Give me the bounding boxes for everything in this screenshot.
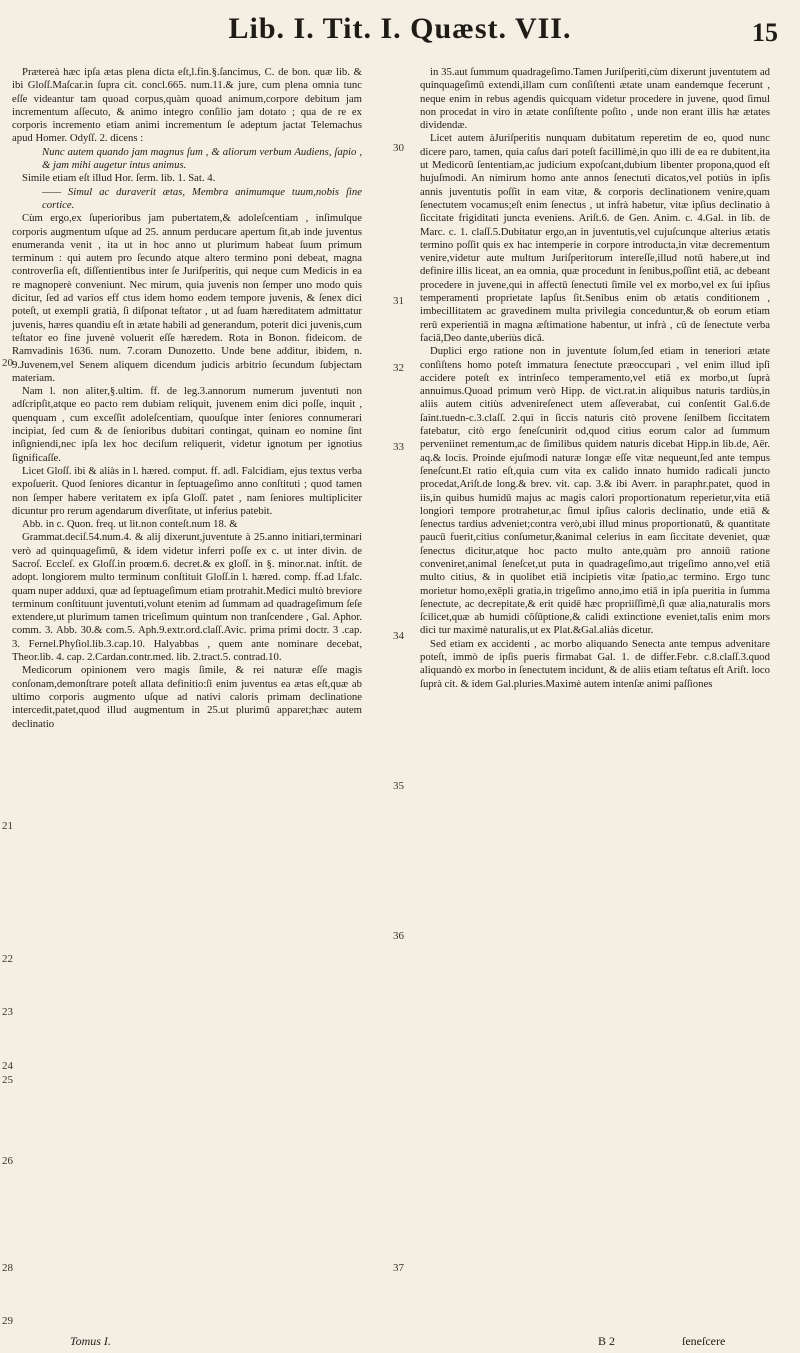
- margin-number: 35: [393, 780, 404, 792]
- paragraph: Licet autem àJuriſperitis nunquam dubitatum reperetim de eo, quod nunc dicere paro, tamen, quia caſus dari poteſt facillimè,in quo illi de ea re dubitent,ita ut Medicorū ſententiam,ac judicium expoſcant,dubium libenter propona,quod eſt hujuſmodi. An nimirum homo ante annos ſenectuti dicatos,vel potiùs in ipſis annis juventutis poſſit in eam vitæ, & corporis declinationem venire,quam ſenectutem vocamus;eſt enim ſenectus , ut infrà habetur, vitæ ipſius declinatio à ſiccitate frigiditati juncta eveniens. Ariſt.6. de Gen. Anim. c. 4.Gal. in lib. de Marc. c. 1. claſſ.5.Dubitatur ergo,an in juventutis,vel cujuſcunque alterius ætatis termino poſſit quis ex hac intemperie in corpore introducta,in vitæ decrementum venire,videtur aute multum Juriſperitorum intereſſe,illud notū habere,ut ind definire illis liceat, an ea omnia, quæ procedunt in ſenibus,poſſint etiā, ac debeant procedere in juvene,qui in affectū ſenectuti ſimile vel ex morbo,vel ex ſui ipſius temperamenti proprietate lapſus ſit.Senibus enim ob ætatis conditionem , imbecillitatem ac gravedinem multa privilegia conceduntur,& ob eorum etiam rerū experientiā in magna æſtimatione habentur, ut infrà , cū de ſenectute verba faciā,Deo dante,uberiùs dicā.: [420, 132, 770, 344]
- margin-number: 30: [393, 142, 404, 154]
- verse-quote: —— Simul ac duraverit ætas, Membra animumque tuum,nobis ſine cortice.: [42, 185, 362, 211]
- margin-number: 32: [393, 362, 404, 374]
- paragraph: Prætereà hæc ipſa ætas plena dicta eſt,l.fin.§.ſancimus, C. de bon. quæ lib. & ibi Gloſſ.Maſcar.in ſupra cit. concl.665. num.11.& jure, cum plena omnia tunc eſſe videantur tam quoad corpus,quàm quoad animum,corpore debitum jam incrementum aſſecuto, & animo integro conſilio jam dotato ; qua de re ex corporis incremento etiam animi incrementum ſe adeptum jactat Telemachus apud Homer. Odyſſ. 2. dicens :: [12, 66, 362, 145]
- right-column: [420, 66, 770, 691]
- margin-number: 20: [2, 357, 13, 369]
- margin-number: 31: [393, 295, 404, 307]
- paragraph: Simile etiam eſt illud Hor. ſerm. lib. 1. Sat. 4.: [22, 172, 216, 185]
- margin-number: 34: [393, 630, 404, 642]
- margin-number: 37: [393, 1262, 404, 1274]
- running-header: [0, 12, 800, 60]
- paragraph: Abb. in c. Quon. freq. ut lit.non conteſt.num 18. &: [22, 518, 238, 531]
- margin-number: 23: [2, 1006, 13, 1018]
- paragraph: in 35.aut ſummum quadrageſimo.Tamen Juriſperiti,cùm dixerunt juventutem ad quinquageſimū extendi,illam cum conſiſtenti ætate unam eandemque fecerunt , neque enim in rebus agendis quicquam videtur procedere in juvene, quod ſimul non procedat in viro in ætate conſiſtente poſito , unde non erant illis hæ ætates dividendæ.: [420, 66, 770, 132]
- paragraph: Duplici ergo ratione non in juventute ſolum,ſed etiam in teneriori ætate conſiſtens homo poteſt immatura ſenectute præoccupari , vel enim illud ipſi accidere poteſt ex intrinſeco temperamento,vel etiā ex morbo,ut ſuprà annuimus.Quoad primum verò Hipp. de vict.rat.in aliquibus naturis tardiùs,in aliis autem citiùs advenireſenect utem aſſeverabat, cui conſentit Gal.6.de ſaint.tuedn-c.3.claſſ. 2.qui in ſiccis naturis citò provene ſenilbem ſiccitatem fatebatur, citò ergo ſeneſcunirit od,quod citius eorum calor ad ſummum perveniinet rementum,ac de ſimilibus quidem naturis dicebat Hipp.in lib.de, Aër. aq.& locis. Proinde ejuſmodi naturæ longæ eſſe vitæ nequeunt,ſed ante tempus ſeneſcunt.Et ratio eſt,quia cum vita ex calido innato humido radicali juncto procedat,Ariſt.de long.& brev. vit. cap. 3.& ibi Averr. in paraphr.patet, quod in iis,in quibus humidū majus ac magis calori proportionatum reperietur,vita etiā longiori tempore protrahetur,ac ſimul ipſius caloris declinatio, unde etiā & ſenectus tardius adveniet;contra verò,ubi illud minus proportionatū, & quantitate paucū fuerit,citius conſumetur,&animal celerius in eam ſiccitate deveniet, quæ ſenectus dicitur,atque hoc pacto multo ante,quàm pro annoiū ratione conveniret,animal ſeneſcet,ut puta in quadrageſimo,aut trigeſimo anno,vel etiā multo citius, & in quolibet etiā incipietis vitæ ſpatio,ac termino. Ergo tunc morietur homo,exēpli gratia,in trigeſimo anno,imo etiā in ipſa pueritia in ſumma ſenectute, ac decrepitate,& erit quidē hæc propriiſſimè,ſi quæ alia,naturalis mors ſcilicet,quæ ab humidi cōſūptione,& calidi extinctione eveniet,talis enim mors dici tur maximè naturalis,ut ex Plat.&Gal.aliàs dicetur.: [420, 345, 770, 637]
- margin-number: 29: [2, 1315, 13, 1327]
- header-title: Lib. I. Tit. I. Quæst. VII.: [228, 12, 572, 45]
- verse-quote: Nunc autem quando jam magnus ſum , & aliorum verbum Audiens, ſapio , & jam mihi augetur intus animus.: [42, 145, 362, 172]
- left-column: [12, 66, 362, 731]
- margin-number: 25: [2, 1074, 13, 1086]
- paragraph: Grammat.deciſ.54.num.4. & alij dixerunt,juventute à 25.anno initiari,terminari verò ad quinquageſimū, & idem videtur inferri poſſe ex c. ut inter divin. de Sacroſ. Eccleſ. ex Gloſſ.in proœm.6. decret.& ex gloſſ. in §. minor.nat. inſtit. de adopt. longiorem multo terminum conſtituit Gloſſ.in l. hæred. comp. ff.ad l.falc. quam nuper adduxi, quæ ad ſeptuageſimum etiam protrahit.Medici multò breviore terminum conſtituunt juventuti,volunt etenim ad ſummam ad quadrageſimum ſeſe extendere,ut plurimum tamen triceſimum quintum non tranſcendere , Gal. Aphor. comm. 3. Abb. 30.& com.5. Aph.9.extr.ord.claſſ.Avic. prima primi doctr. 3 .cap. 3. Fernel.Phyſiol.lib.3.cap.10. Halyabbas , quem ante nominare decebat, Theor.lib. 4. cap. 2.Cardan.contr.med. lib. 2.tract.5. contrad.10.: [12, 531, 362, 664]
- signature-mark: B 2: [598, 1334, 616, 1348]
- paragraph: Medicorum opinionem vero magis ſimile, & rei naturæ eſſe magis conſonam,demonſtrare poteſt allata definitio:ſi enim juventus ea ætas eſt,quæ ab ultimo corporis augmento uſque ad nativi caloris primam declinatione intercedit,patet,quod illud augmentum in 25.ut plurimū apparet;hæc autem declinatio: [12, 664, 362, 730]
- page-number: 15: [752, 18, 778, 47]
- margin-number: 24: [2, 1060, 13, 1072]
- margin-number: 22: [2, 953, 13, 965]
- margin-number: 28: [2, 1262, 13, 1274]
- margin-number: 21: [2, 820, 13, 832]
- margin-number: 36: [393, 930, 404, 942]
- paragraph: Nam l. non aliter,§.ultim. ff. de leg.3.annorum numerum juventuti non adſcripſit,atque eo pacto rem dubiam reliquit, juvenem enim dici poſſe, inquit , quenquam , cum exceſſit adoleſcentiam, quouſque inter ſeniores connumerari incipiat, ſed cum & de ſenioribus dubitari contingat, quinam eo nomine ſint inſigniendi,nec ipſa lex hoc deciſum reliquerit, videtur ignotum per ignotius ſignificaſſe.: [12, 385, 362, 464]
- paragraph: Licet Gloſſ. ibi & aliàs in l. hæred. comput. ff. adl. Falcidiam, ejus textus verba expoſuerit. Quod ſeniores dicantur in ſeptuageſimo anno conſtituti ; quod tamen non ſemper habere veritatem ex ipſa Gloſſ. patet , nam ſeniores multipliciter dicuntur pro rerum agendarum diverſitate, ut inferius patebit.: [12, 464, 362, 517]
- catchword: ſeneſcere: [682, 1334, 726, 1348]
- paragraph: Sed etiam ex accidenti , ac morbo aliquando Senecta ante tempus advenitare poteſt, immò de ipſis pueris firmabat Gal. 1. de differ.Febr. c.8.claſſ.3.quod aliquandò ex morbo in ſenectutem incidunt, & de aliis etiam teſtatus eſt Ariſt. loco ſuprà cit. & idem Gal.pluries.Maximè autem intenſæ animi paſſiones: [420, 637, 770, 690]
- paragraph: Cùm ergo,ex ſuperioribus jam pubertatem,& adoleſcentiam , inſimulque corporis augmentum uſque ad 25. annum perducare apertum ſit,ab inde juventus enumeranda venit , ita ut in hoc anno ut plurimum habeat ſuum primum terminum : qui autem pro ſecundo atque altero termino poni debeat, magna controverſia eſt, diſſentientibus inter ſe Juriſperitis, qui neque cum Medicis in ea re magnoperè conveniunt. Nec mirum, quia juvenis non ſemper uno modo quis dicitur, ſed ad varios eff ctus idem homo eodem tempore juvenis, & ſenex dici poteſt, ut exempli gratià, ſi diſponat teſtator , ut ad ſuam hæreditatem admittatur juvenis, hæres quandiu eſt in ætate habili ad generandum, poterit dici juvenis,cum teſtator eo fine juvenè voluerit eſſe hæredem. Rota in Bonon. fideicom. de Ramvadinis 1636. num. 7.coram Dunozetto. Unde bene additur, ibidem, n. 9.Juvenem,vel Senem aliquem dicendum judicis arbitrio ſecundum ſubjectam materiam.: [12, 212, 362, 384]
- margin-number: 33: [393, 441, 404, 453]
- margin-number: 26: [2, 1155, 13, 1167]
- footer-volume: Tomus I.: [70, 1334, 111, 1348]
